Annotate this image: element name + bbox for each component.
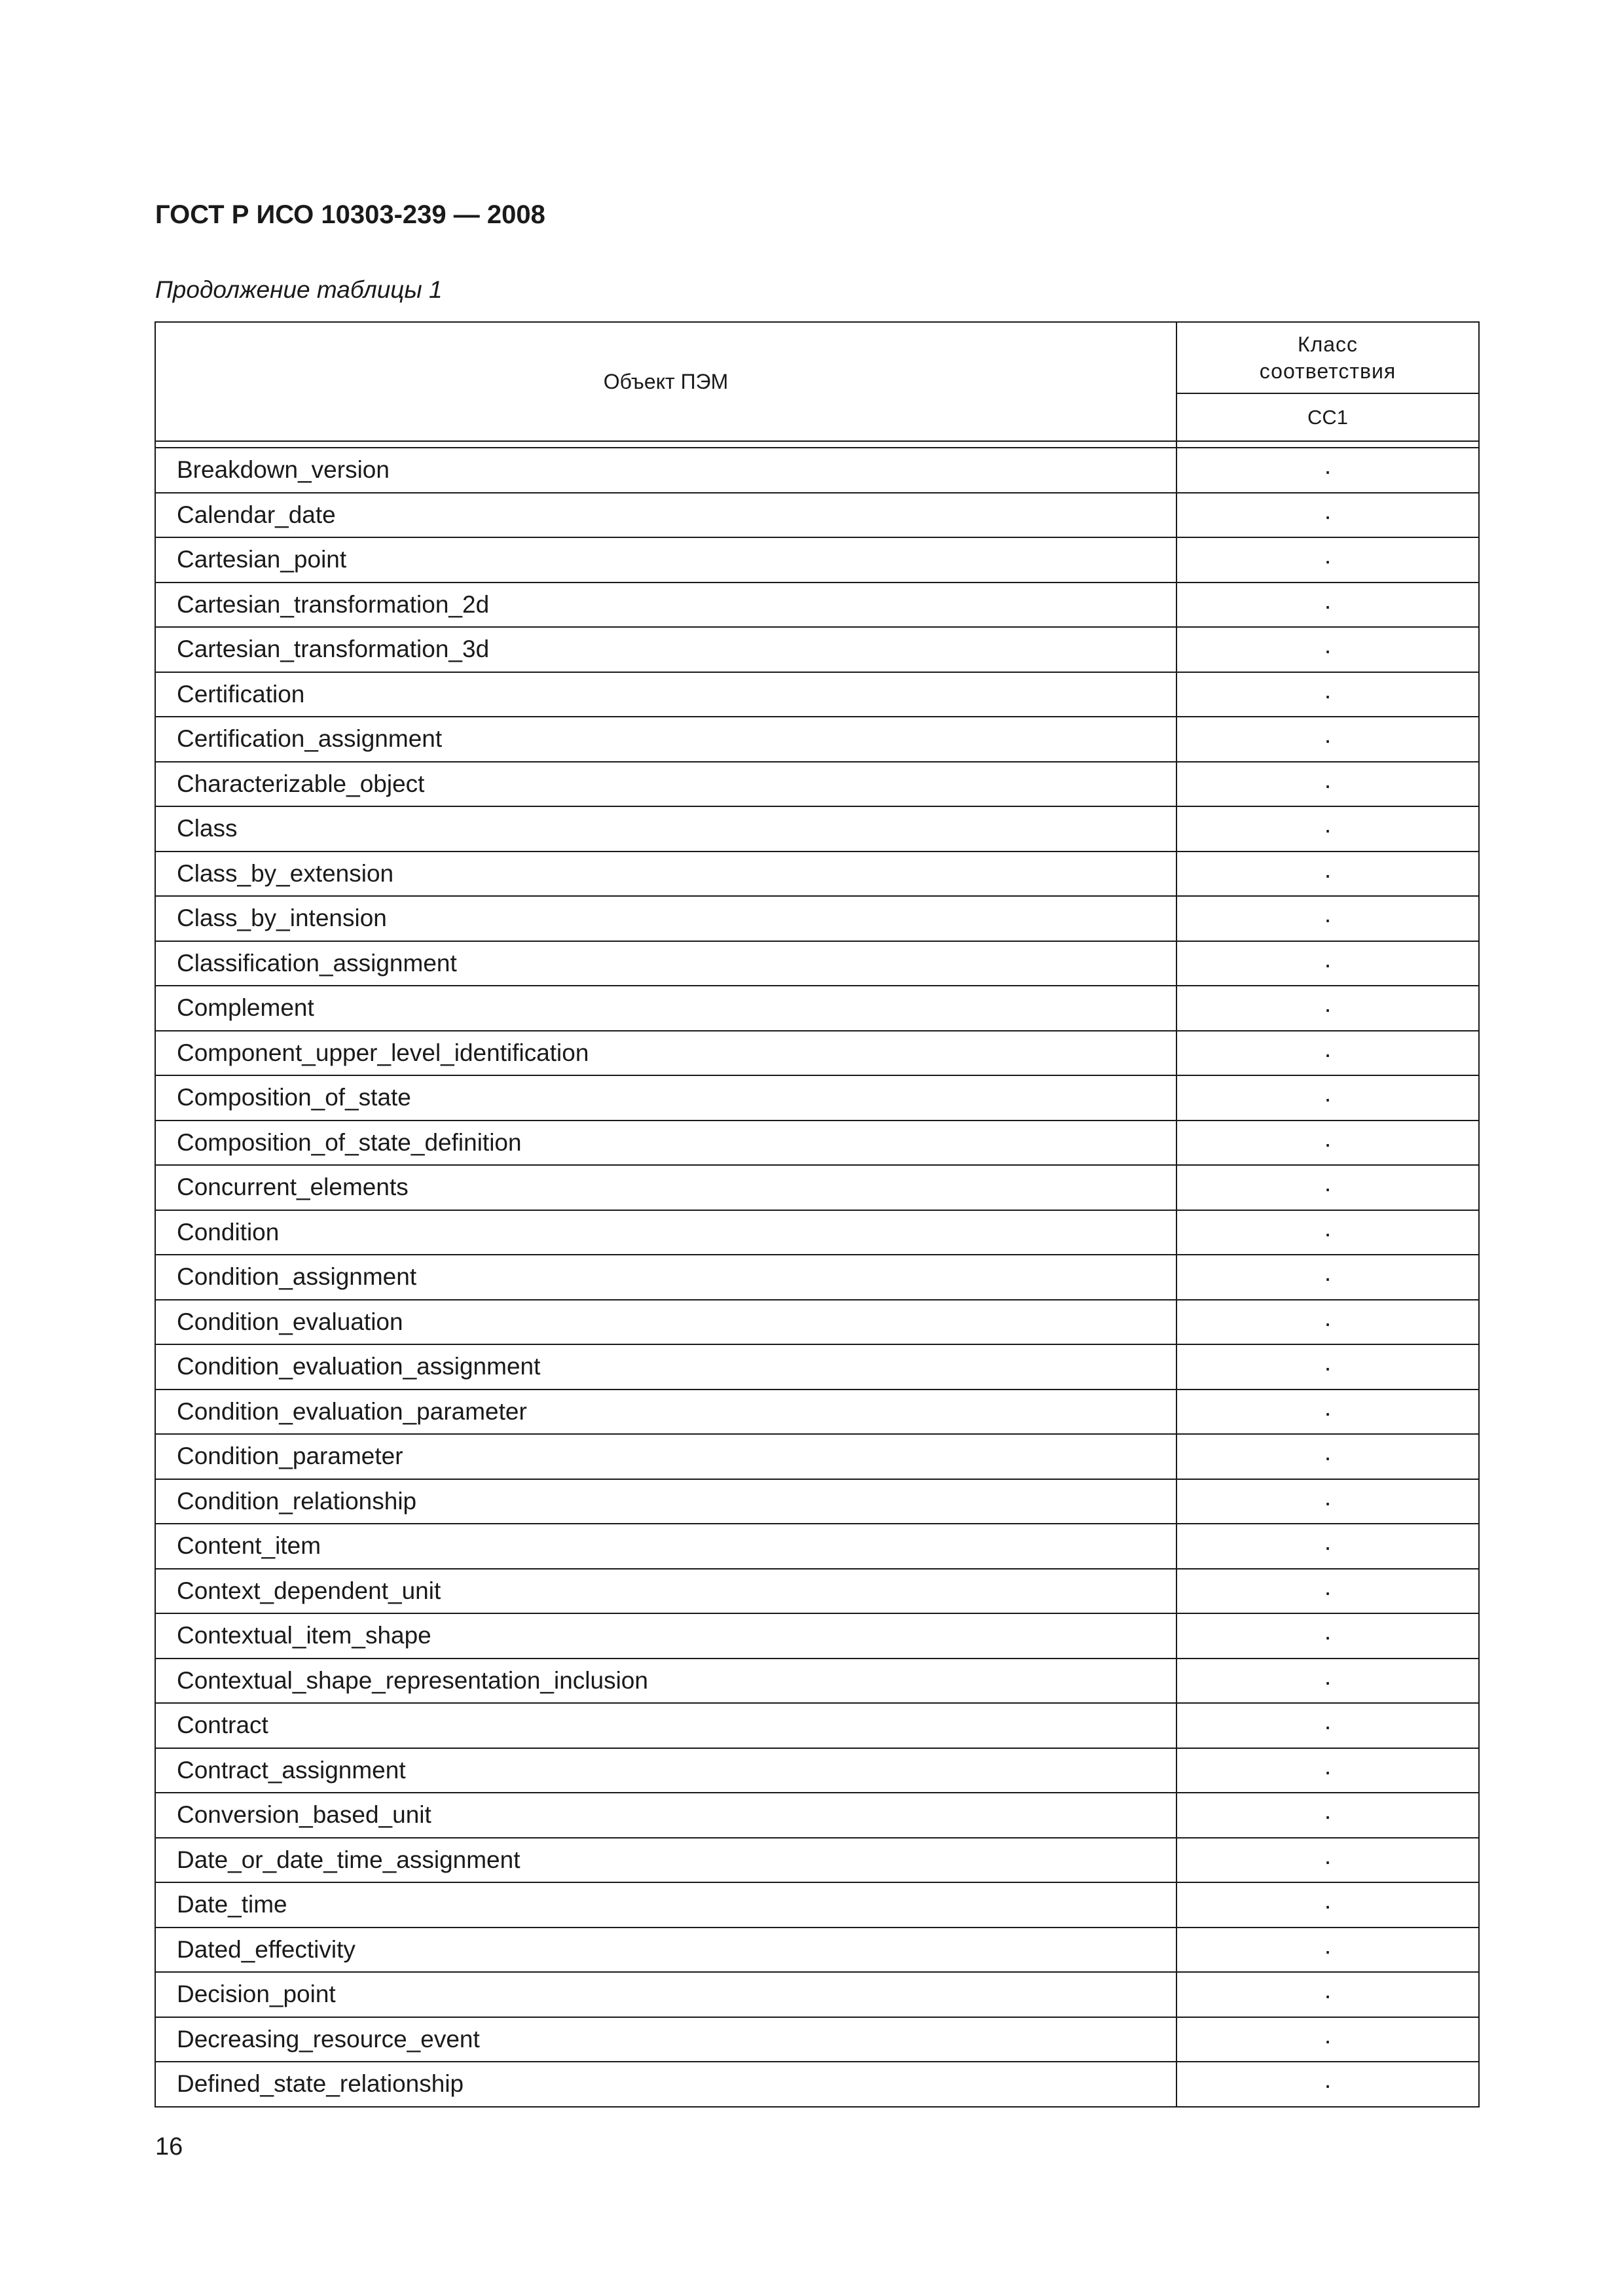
conformance-mark-cell: · [1176,986,1479,1031]
object-name-cell: Decreasing_resource_event [155,2017,1176,2062]
conformance-mark-cell: · [1176,1928,1479,1973]
table-row [155,986,1479,1031]
conformance-mark-cell: · [1176,1659,1479,1704]
table-row [155,1390,1479,1435]
table-row [155,1300,1479,1345]
conformance-mark-cell: · [1176,1479,1479,1524]
object-name-cell: Condition_assignment [155,1255,1176,1300]
conformance-mark-cell: · [1176,896,1479,941]
object-name-cell: Class_by_intension [155,896,1176,941]
conformance-mark-cell: · [1176,1434,1479,1479]
conformance-mark-cell: · [1176,1121,1479,1166]
page-number: 16 [155,2133,183,2161]
conformance-mark-cell: · [1176,1524,1479,1569]
column-header-cc1: CC1 [1176,393,1479,441]
table-row [155,1121,1479,1166]
table-row [155,448,1479,493]
object-name-cell: Conversion_based_unit [155,1793,1176,1838]
conformance-mark-cell: · [1176,1703,1479,1748]
table-row [155,1972,1479,2017]
conformance-mark-cell: · [1176,2017,1479,2062]
object-name-cell: Complement [155,986,1176,1031]
conformance-mark-cell: · [1176,1255,1479,1300]
table-row [155,1613,1479,1659]
object-name-cell: Concurrent_elements [155,1165,1176,1210]
conformance-mark-cell: · [1176,1882,1479,1928]
conformance-mark-cell: · [1176,493,1479,538]
table-row [155,583,1479,628]
table-row [155,493,1479,538]
conformance-table [155,321,1480,2108]
table-row [155,1165,1479,1210]
conformance-mark-cell: · [1176,717,1479,762]
conformance-mark-cell: · [1176,1165,1479,1210]
conformance-mark-cell: · [1176,1300,1479,1345]
table-row [155,762,1479,807]
object-name-cell: Dated_effectivity [155,1928,1176,1973]
table-row [155,1479,1479,1524]
table-row [155,537,1479,583]
object-name-cell: Calendar_date [155,493,1176,538]
table-row [155,717,1479,762]
conformance-mark-cell: · [1176,672,1479,717]
table-body [155,448,1479,2107]
header-separator-cell [155,441,1176,448]
conformance-mark-cell: · [1176,1210,1479,1255]
conformance-mark-cell: · [1176,2062,1479,2107]
table-row [155,672,1479,717]
table-row [155,1210,1479,1255]
table-row [155,1882,1479,1928]
table-row [155,1928,1479,1973]
object-name-cell: Condition_evaluation_assignment [155,1344,1176,1390]
conformance-mark-cell: · [1176,627,1479,672]
table-row [155,2017,1479,2062]
conformance-mark-cell: · [1176,762,1479,807]
object-name-cell: Defined_state_relationship [155,2062,1176,2107]
object-name-cell: Cartesian_transformation_2d [155,583,1176,628]
table-row [155,2062,1479,2107]
table-row [155,1524,1479,1569]
object-name-cell: Breakdown_version [155,448,1176,493]
object-name-cell: Content_item [155,1524,1176,1569]
object-name-cell: Condition_evaluation_parameter [155,1390,1176,1435]
table-row [155,1075,1479,1121]
column-header-class-line2: соответствия [1259,359,1396,383]
table-row [155,1838,1479,1883]
conformance-mark-cell: · [1176,448,1479,493]
table-row [155,1659,1479,1704]
object-name-cell: Contextual_item_shape [155,1613,1176,1659]
conformance-mark-cell: · [1176,1838,1479,1883]
header-separator [155,441,1479,448]
table-row [155,896,1479,941]
conformance-mark-cell: · [1176,537,1479,583]
table-row [155,806,1479,852]
object-name-cell: Cartesian_transformation_3d [155,627,1176,672]
object-name-cell: Condition_relationship [155,1479,1176,1524]
conformance-mark-cell: · [1176,941,1479,986]
conformance-mark-cell: · [1176,1390,1479,1435]
conformance-mark-cell: · [1176,1613,1479,1659]
object-name-cell: Contextual_shape_representation_inclusion [155,1659,1176,1704]
column-header-class [1176,322,1479,393]
table-row [155,1434,1479,1479]
table-row [155,852,1479,897]
object-name-cell: Class_by_extension [155,852,1176,897]
table-row [155,1748,1479,1793]
object-name-cell: Certification_assignment [155,717,1176,762]
object-name-cell: Composition_of_state [155,1075,1176,1121]
table-row [155,1793,1479,1838]
object-name-cell: Component_upper_level_identification [155,1031,1176,1076]
conformance-mark-cell: · [1176,1344,1479,1390]
object-name-cell: Classification_assignment [155,941,1176,986]
table-row [155,941,1479,986]
object-name-cell: Class [155,806,1176,852]
conformance-mark-cell: · [1176,852,1479,897]
table-row [155,1255,1479,1300]
object-name-cell: Characterizable_object [155,762,1176,807]
table-row [155,1703,1479,1748]
object-name-cell: Decision_point [155,1972,1176,2017]
conformance-mark-cell: · [1176,583,1479,628]
object-name-cell: Condition_parameter [155,1434,1176,1479]
object-name-cell: Context_dependent_unit [155,1569,1176,1614]
table-row [155,1344,1479,1390]
conformance-mark-cell: · [1176,1075,1479,1121]
table-caption: Продолжение таблицы 1 [155,276,443,303]
object-name-cell: Contract [155,1703,1176,1748]
column-header-class-line1: Класс [1297,332,1359,356]
conformance-mark-cell: · [1176,1748,1479,1793]
conformance-mark-cell: · [1176,1569,1479,1614]
header-separator-cell [1176,441,1479,448]
object-name-cell: Date_or_date_time_assignment [155,1838,1176,1883]
column-header-object: Объект ПЭМ [155,322,1176,441]
conformance-mark-cell: · [1176,1031,1479,1076]
object-name-cell: Certification [155,672,1176,717]
object-name-cell: Contract_assignment [155,1748,1176,1793]
conformance-mark-cell: · [1176,1793,1479,1838]
object-name-cell: Condition_evaluation [155,1300,1176,1345]
conformance-mark-cell: · [1176,1972,1479,2017]
table-header [155,322,1479,448]
object-name-cell: Date_time [155,1882,1176,1928]
document-header: ГОСТ Р ИСО 10303-239 — 2008 [155,200,545,229]
table-row [155,1031,1479,1076]
object-name-cell: Composition_of_state_definition [155,1121,1176,1166]
object-name-cell: Condition [155,1210,1176,1255]
object-name-cell: Cartesian_point [155,537,1176,583]
table-row [155,1569,1479,1614]
table-row [155,627,1479,672]
conformance-mark-cell: · [1176,806,1479,852]
